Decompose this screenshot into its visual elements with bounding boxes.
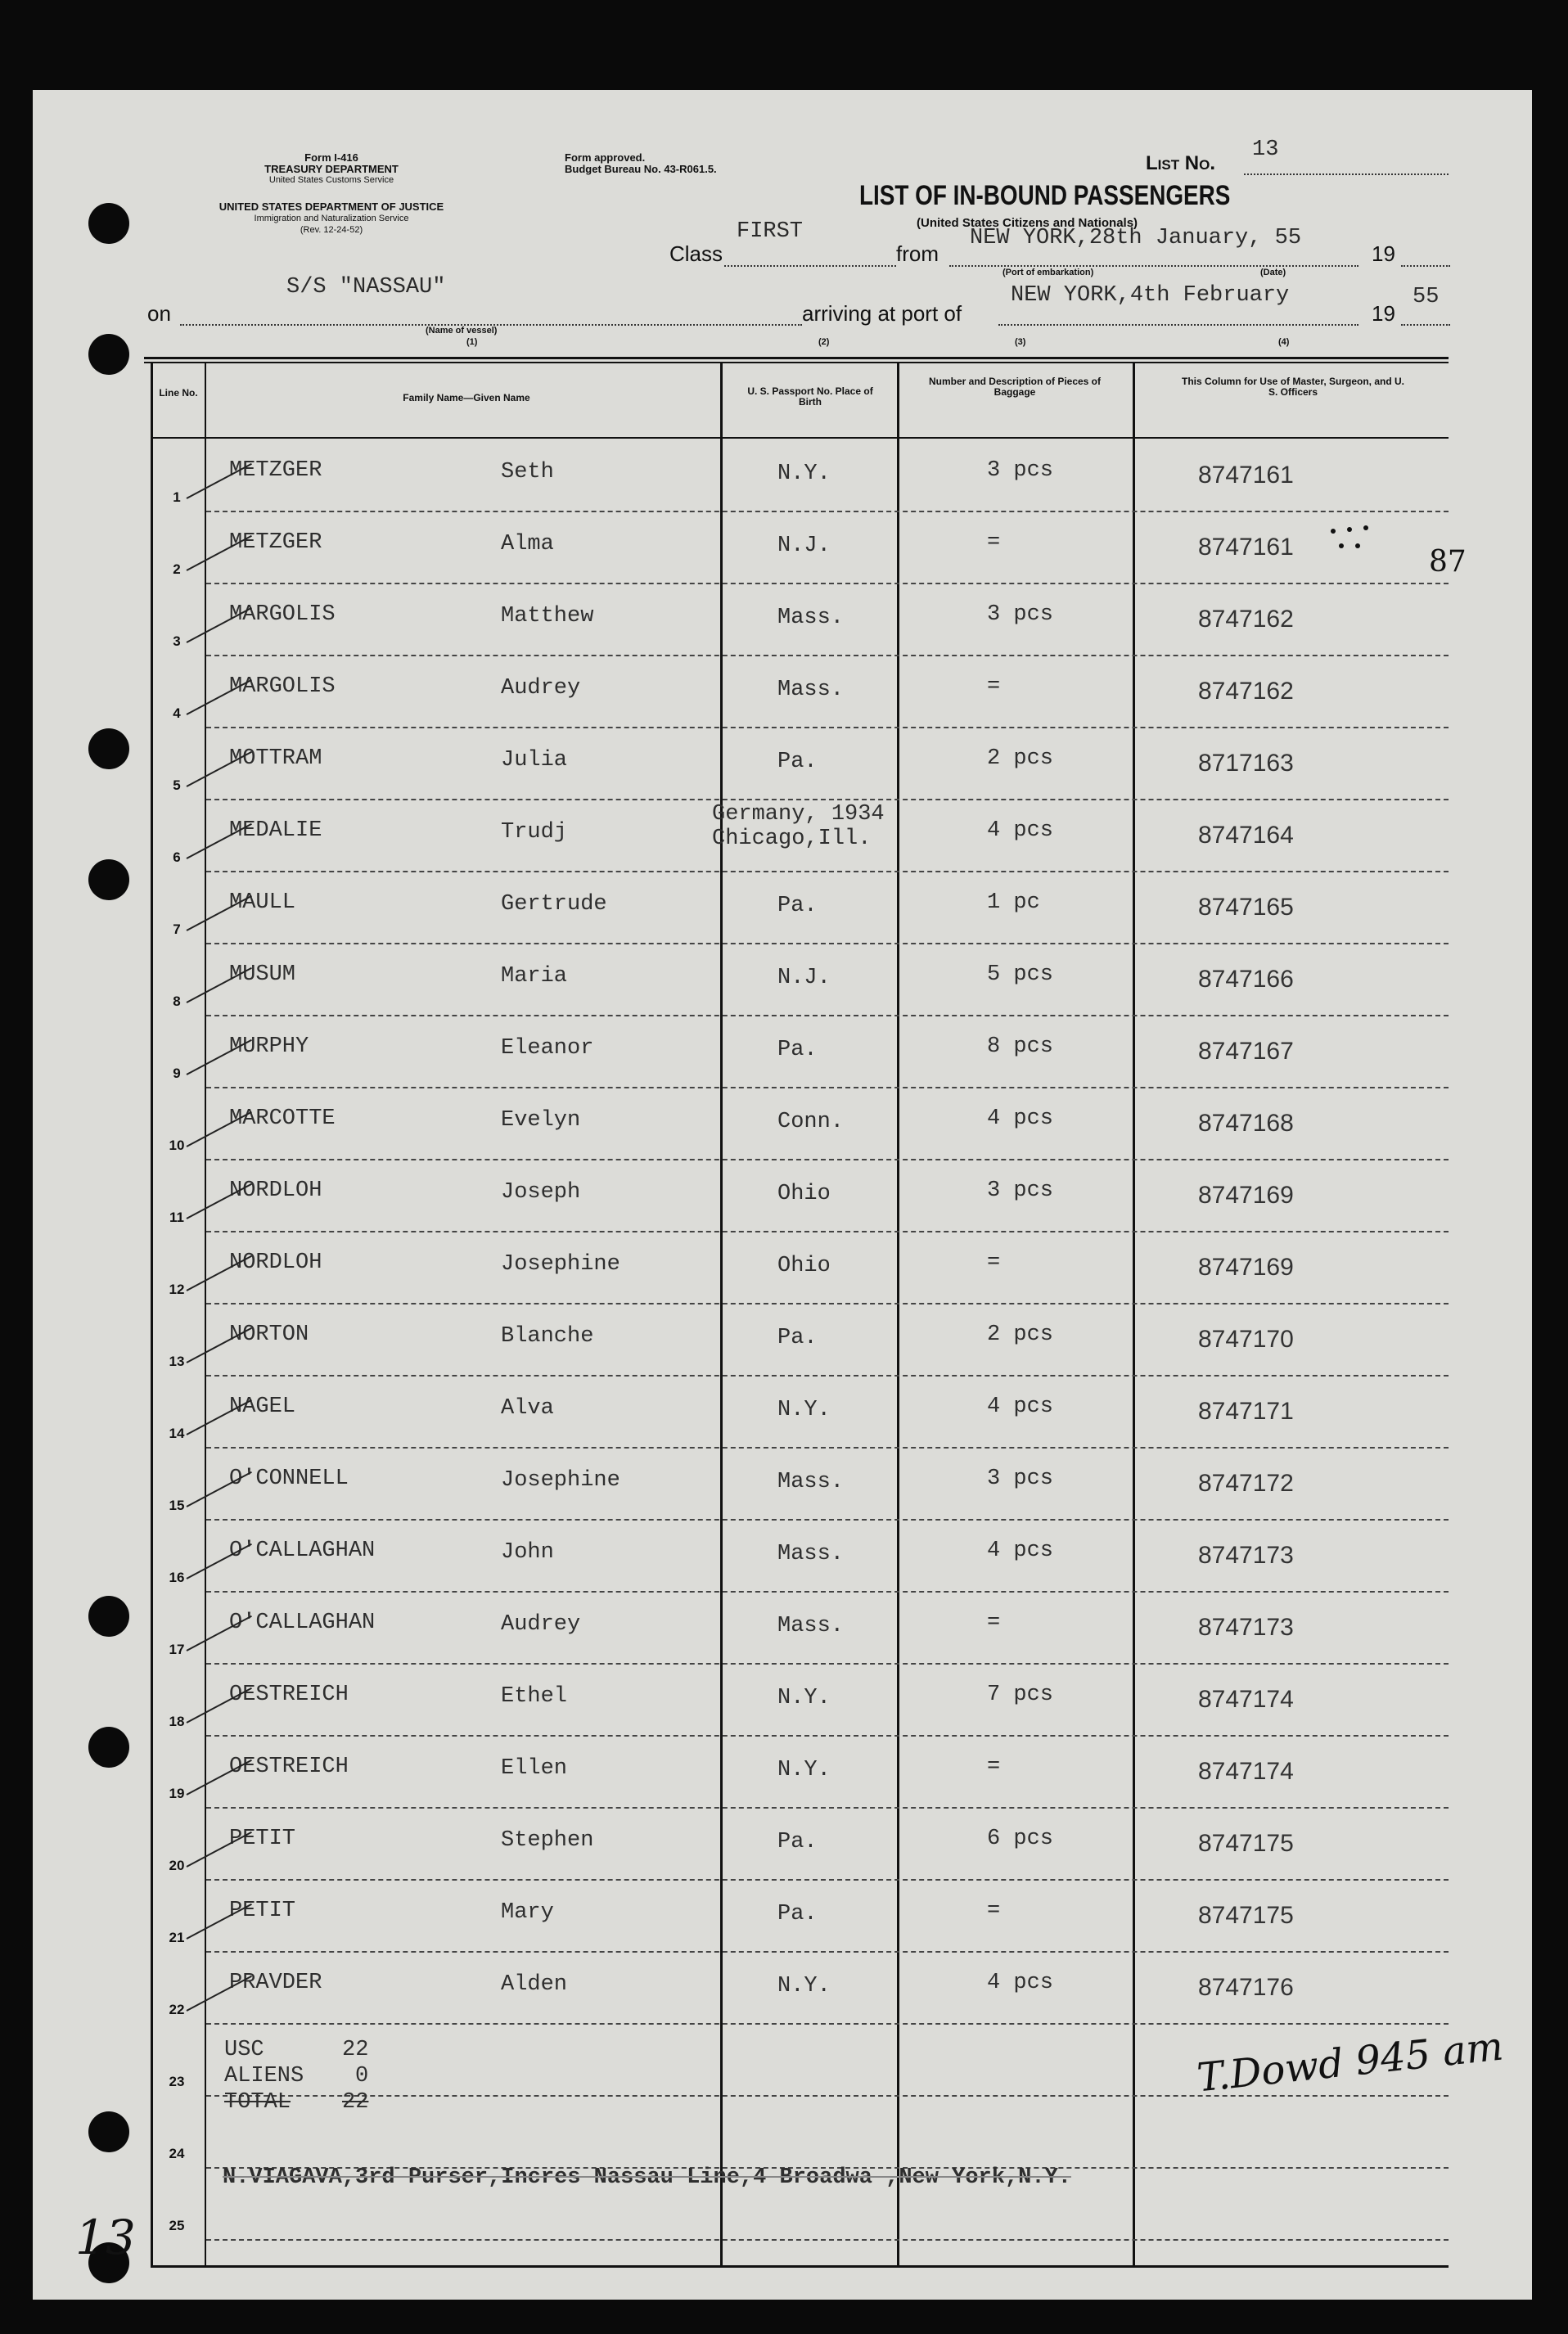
baggage: 8 pcs — [987, 1034, 1054, 1059]
row-rule — [206, 1807, 1449, 1809]
given-name: Audrey — [501, 1612, 581, 1637]
year2-label: 19 — [1372, 301, 1395, 326]
row-rule — [206, 1087, 1449, 1088]
officer-number: 8747174 — [1198, 1758, 1294, 1785]
baggage: 4 pcs — [987, 1971, 1054, 1995]
given-name: Julia — [501, 748, 568, 773]
vessel-caption: (Name of vessel) — [426, 326, 498, 336]
given-name: Maria — [501, 964, 568, 989]
budget-bureau: Budget Bureau No. 43-R061.5. — [565, 163, 717, 175]
class-rule — [724, 265, 896, 267]
justice-dept: UNITED STATES DEPARTMENT OF JUSTICE — [219, 201, 444, 213]
row-rule — [206, 1015, 1449, 1016]
total-value: 22 — [342, 2090, 369, 2115]
baggage: = — [987, 530, 1001, 555]
place-of-birth: Mass. — [777, 1470, 845, 1494]
officer-number: 8747176 — [1198, 1974, 1294, 2001]
row-rule — [206, 511, 1449, 512]
family-name: NORDLOH — [229, 1178, 322, 1203]
place-of-birth: Pa. — [777, 894, 818, 918]
officer-number: 8747167 — [1198, 1038, 1294, 1065]
line-number: 1 — [173, 489, 181, 505]
place-of-birth: N.Y. — [777, 1686, 831, 1710]
baggage: 3 pcs — [987, 458, 1054, 483]
line-number: 22 — [169, 2002, 185, 2017]
col-header-baggage: Number and Description of Pieces of Baggage — [928, 376, 1102, 398]
punch-hole — [88, 334, 129, 375]
ins-service: Immigration and Naturalization Service — [254, 214, 409, 223]
port-embark-caption: (Port of embarkation) — [1003, 268, 1094, 277]
line-number: 5 — [173, 777, 181, 793]
given-name: Eleanor — [501, 1036, 594, 1061]
baggage: 2 pcs — [987, 1322, 1054, 1347]
col-header-name: Family Name—Given Name — [403, 392, 530, 403]
line-number: 12 — [169, 1282, 185, 1297]
form-id: Form I-416 — [304, 151, 358, 164]
family-name: MARCOTTE — [229, 1106, 336, 1131]
baggage: 5 pcs — [987, 962, 1054, 987]
line-number: 24 — [169, 2146, 185, 2161]
table-bottom-border — [151, 2265, 1449, 2268]
baggage: 4 pcs — [987, 1539, 1054, 1563]
place-of-birth: N.Y. — [777, 1758, 831, 1782]
line-number: 3 — [173, 633, 181, 649]
row-rule — [206, 1879, 1449, 1881]
place-of-birth: N.J. — [777, 966, 831, 990]
row-rule — [206, 655, 1449, 656]
family-name: OESTREICH — [229, 1755, 349, 1779]
class-value: FIRST — [737, 219, 804, 244]
punch-hole — [88, 2111, 129, 2152]
family-name: NAGEL — [229, 1395, 296, 1419]
place-of-birth: Conn. — [777, 1110, 845, 1134]
on-label: on — [147, 301, 171, 326]
row-rule — [206, 2023, 1449, 2025]
row-rule — [206, 799, 1449, 800]
given-name: Joseph — [501, 1180, 581, 1205]
officer-number: 8747175 — [1198, 1902, 1294, 1929]
place-of-birth: Pa. — [777, 750, 818, 774]
from-rule — [949, 265, 1358, 267]
officer-number: 8747174 — [1198, 1686, 1294, 1713]
line-number: 15 — [169, 1498, 185, 1513]
place-of-birth: N.J. — [777, 534, 831, 558]
family-name: METZGER — [229, 458, 322, 483]
officer-number: 8747169 — [1198, 1182, 1294, 1209]
punch-hole — [88, 203, 129, 244]
row-rule — [206, 1591, 1449, 1593]
line-number: 11 — [169, 1210, 184, 1225]
col-num-2: (2) — [818, 337, 830, 347]
place-of-birth: Germany, 1934 Chicago,Ill. — [712, 802, 885, 851]
treasury-dept: TREASURY DEPARTMENT — [264, 163, 399, 175]
line-number: 4 — [173, 705, 181, 721]
officer-signature: T.Dowd 945 am — [1195, 2023, 1506, 2102]
place-of-birth: Pa. — [777, 1830, 818, 1854]
row-rule — [206, 1447, 1449, 1449]
line-number: 23 — [169, 2074, 185, 2089]
officer-number: 8747162 — [1198, 606, 1294, 633]
customs-service: United States Customs Service — [268, 175, 394, 185]
row-rule — [206, 1303, 1449, 1304]
year2-value: 55 — [1413, 285, 1440, 309]
row-rule — [206, 583, 1449, 584]
line-number: 6 — [173, 849, 181, 865]
baggage: 4 pcs — [987, 1395, 1054, 1419]
officer-number: 8747173 — [1198, 1542, 1294, 1569]
baggage: 1 pc — [987, 890, 1040, 915]
line-number: 8 — [173, 994, 181, 1009]
date-caption: (Date) — [1260, 268, 1286, 277]
given-name: Mary — [501, 1900, 554, 1925]
line-number: 20 — [169, 1858, 185, 1873]
page-subtitle: (United States Citizens and Nationals) — [917, 216, 1138, 230]
officer-number: 8747169 — [1198, 1254, 1294, 1281]
family-name: O'CALLAGHAN — [229, 1539, 376, 1563]
row-rule — [206, 1159, 1449, 1160]
officer-number: 8747161 — [1198, 462, 1294, 489]
col-divider-line — [205, 363, 206, 2266]
form-approved: Form approved. — [565, 151, 646, 164]
punch-hole — [88, 1596, 129, 1637]
given-name: Seth — [501, 460, 554, 484]
line-number: 14 — [169, 1426, 185, 1441]
family-name: O'CALLAGHAN — [229, 1611, 376, 1635]
col-header-line-no: Line No. — [159, 387, 198, 399]
given-name: John — [501, 1540, 554, 1565]
row-rule — [206, 1375, 1449, 1377]
given-name: Alva — [501, 1396, 554, 1421]
baggage: = — [987, 1611, 1001, 1635]
baggage: = — [987, 1899, 1001, 1923]
family-name: MARGOLIS — [229, 674, 336, 699]
family-name: MURPHY — [229, 1034, 309, 1059]
row-rule — [206, 2095, 1449, 2097]
place-of-birth: N.Y. — [777, 1974, 831, 1998]
given-name: Josephine — [501, 1252, 620, 1277]
row-rule — [206, 943, 1449, 944]
col-header-passport: U. S. Passport No. Place of Birth — [747, 385, 873, 408]
family-name: PRAVDER — [229, 1971, 322, 1995]
page-title: LIST OF IN-BOUND PASSENGERS — [859, 180, 1231, 211]
officer-number: 8717163 — [1198, 750, 1294, 777]
arriving-rule — [998, 324, 1358, 326]
margin-dots — [1327, 524, 1377, 553]
family-name: MAULL — [229, 890, 296, 915]
baggage: 3 pcs — [987, 602, 1054, 627]
usc-value: 22 — [342, 2038, 369, 2062]
officer-number: 8747162 — [1198, 678, 1294, 705]
officer-number: 8747161 — [1198, 534, 1294, 561]
family-name: O'CONNELL — [229, 1467, 349, 1491]
row-rule — [206, 1951, 1449, 1953]
given-name: Trudj — [501, 820, 568, 845]
family-name: MUSUM — [229, 962, 296, 987]
col-num-1: (1) — [466, 337, 478, 347]
officer-number: 8747168 — [1198, 1110, 1294, 1137]
arriving-label: arriving at port of — [802, 301, 962, 326]
col-divider-baggage — [1133, 363, 1135, 2266]
line-number: 2 — [173, 561, 181, 577]
given-name: Gertrude — [501, 892, 607, 917]
row-rule — [206, 1735, 1449, 1737]
row-rule — [206, 1519, 1449, 1521]
family-name: NORDLOH — [229, 1250, 322, 1275]
punch-hole — [88, 1727, 129, 1768]
officer-number: 8747173 — [1198, 1614, 1294, 1641]
family-name: MOTTRAM — [229, 746, 322, 771]
usc-label: USC — [224, 2038, 264, 2062]
row-rule — [206, 871, 1449, 872]
given-name: Matthew — [501, 604, 594, 629]
year2-rule — [1401, 324, 1450, 326]
given-name: Ellen — [501, 1756, 568, 1781]
list-no-rule — [1244, 173, 1449, 175]
family-name: OESTREICH — [229, 1683, 349, 1707]
punch-hole — [88, 728, 129, 769]
col-num-4: (4) — [1278, 337, 1290, 347]
row-rule — [206, 1231, 1449, 1232]
given-name: Audrey — [501, 676, 581, 701]
purser-line: N.VIAGAVA,3rd Purser,Incres Nassau Line,4 Broadwa ,New York,N.Y. — [223, 2165, 1071, 2190]
given-name: Evelyn — [501, 1108, 581, 1133]
col-divider-passport — [897, 363, 899, 2266]
baggage: 3 pcs — [987, 1467, 1054, 1491]
place-of-birth: Mass. — [777, 606, 845, 630]
given-name: Alden — [501, 1972, 568, 1997]
family-name: METZGER — [229, 530, 322, 555]
from-value: NEW YORK,28th January, 55 — [970, 226, 1302, 250]
line-number: 19 — [169, 1786, 185, 1801]
family-name: PETIT — [229, 1899, 296, 1923]
year-rule — [1401, 265, 1450, 267]
baggage: 3 pcs — [987, 1178, 1054, 1203]
baggage: 7 pcs — [987, 1683, 1054, 1707]
arriving-value: NEW YORK,4th February — [1011, 283, 1290, 308]
table-top-border-inner — [144, 362, 1449, 363]
line-number: 18 — [169, 1714, 185, 1729]
place-of-birth: N.Y. — [777, 1398, 831, 1422]
place-of-birth: Pa. — [777, 1038, 818, 1062]
family-name: MEDALIE — [229, 818, 322, 843]
given-name: Alma — [501, 532, 554, 556]
total-label: TOTAL — [224, 2090, 291, 2115]
place-of-birth: Ohio — [777, 1254, 831, 1278]
line-number: 7 — [173, 921, 181, 937]
officer-number: 8747165 — [1198, 894, 1294, 921]
baggage: = — [987, 1755, 1001, 1779]
from-label: from — [896, 241, 939, 266]
baggage: = — [987, 674, 1001, 699]
table-left-border — [151, 363, 153, 2266]
officer-number: 8747171 — [1198, 1398, 1294, 1425]
line-number: 10 — [169, 1138, 185, 1153]
line-number: 13 — [169, 1354, 185, 1369]
col-header-officers: This Column for Use of Master, Surgeon, and U. S. Officers — [1181, 376, 1405, 398]
officer-number: 8747172 — [1198, 1470, 1294, 1497]
line-number: 21 — [169, 1930, 185, 1945]
row-rule — [206, 2239, 1449, 2241]
line-number: 16 — [169, 1570, 185, 1585]
place-of-birth: Mass. — [777, 1542, 845, 1566]
officer-number: 8747166 — [1198, 966, 1294, 993]
line-number: 17 — [169, 1642, 185, 1657]
punch-hole — [88, 859, 129, 900]
row-rule — [206, 1663, 1449, 1665]
line-number: 25 — [169, 2218, 185, 2233]
aliens-label: ALIENS — [224, 2064, 304, 2088]
baggage: 4 pcs — [987, 818, 1054, 843]
table-top-border — [144, 357, 1449, 359]
place-of-birth: Pa. — [777, 1326, 818, 1350]
family-name: NORTON — [229, 1322, 309, 1347]
given-name: Blanche — [501, 1324, 594, 1349]
officer-number: 8747170 — [1198, 1326, 1294, 1353]
baggage: 2 pcs — [987, 746, 1054, 771]
family-name: MARGOLIS — [229, 602, 336, 627]
baggage: 4 pcs — [987, 1106, 1054, 1131]
row-rule — [206, 727, 1449, 728]
place-of-birth: Ohio — [777, 1182, 831, 1206]
vessel-value: S/S "NASSAU" — [286, 275, 446, 300]
given-name: Josephine — [501, 1468, 620, 1493]
officer-number: 8747175 — [1198, 1830, 1294, 1857]
list-no-label: List No. — [1146, 152, 1215, 174]
given-name: Stephen — [501, 1828, 594, 1853]
col-num-3: (3) — [1015, 337, 1026, 347]
header-bottom-rule — [151, 437, 1449, 439]
margin-note: 87 — [1429, 545, 1467, 579]
place-of-birth: Mass. — [777, 678, 845, 702]
year-label: 19 — [1372, 241, 1395, 266]
officer-number: 8747164 — [1198, 822, 1294, 849]
place-of-birth: N.Y. — [777, 462, 831, 486]
corner-note: 13 — [75, 2210, 136, 2265]
baggage: 6 pcs — [987, 1827, 1054, 1851]
baggage: = — [987, 1250, 1001, 1275]
line-number: 9 — [173, 1066, 181, 1081]
place-of-birth: Pa. — [777, 1902, 818, 1926]
class-label: Class — [669, 241, 723, 266]
revision: (Rev. 12-24-52) — [300, 225, 363, 235]
place-of-birth: Mass. — [777, 1614, 845, 1638]
col-divider-name — [720, 363, 723, 2266]
list-no-value: 13 — [1252, 137, 1279, 162]
family-name: PETIT — [229, 1827, 296, 1851]
given-name: Ethel — [501, 1684, 568, 1709]
aliens-value: 0 — [355, 2064, 369, 2088]
